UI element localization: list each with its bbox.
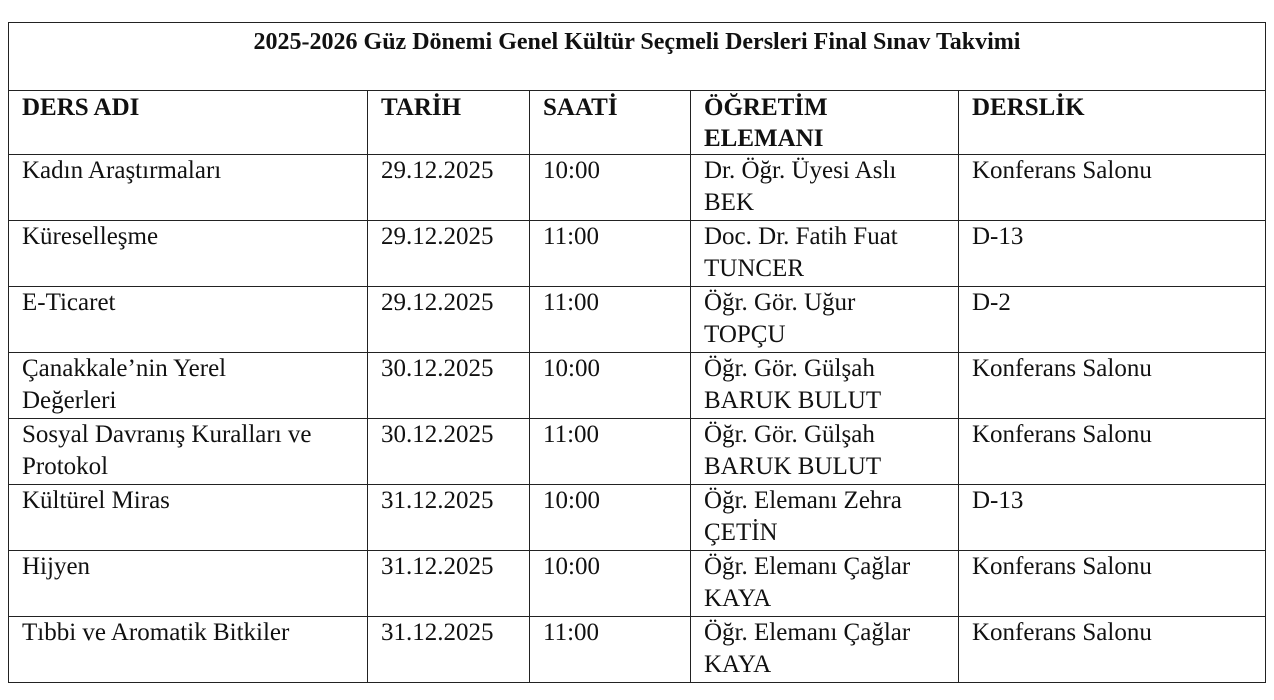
date-date: 31.12.2025 [381,487,494,514]
table-title: 2025-2026 Güz Dönemi Genel Kültür Seçmeli Dersleri Final Sınav Takvimi [253,29,1021,55]
time-time: 10:00 [543,487,600,514]
time-cell [530,221,691,287]
instructor-instructor-line1: Doc. Dr. Fatih Fuat [704,223,898,250]
time-cell [530,155,691,221]
course-cell [9,221,368,287]
course-cell [9,353,368,419]
time-time: 11:00 [543,223,600,250]
course-course-line2: Protokol [22,453,109,480]
course-course-line1: Sosyal Davranış Kuralları ve [22,421,312,448]
date-cell [368,287,530,353]
table-row [9,617,1266,683]
course-course-line1: Küreselleşme [22,223,159,250]
header-course [9,91,368,155]
time-cell [530,287,691,353]
instructor-instructor-line1: Öğr. Elemanı Çağlar [704,553,911,580]
date-cell [368,551,530,617]
time-cell [530,419,691,485]
course-cell [9,287,368,353]
time-time: 10:00 [543,553,600,580]
time-time: 11:00 [543,289,600,316]
header-date-label: TARİH [381,94,462,121]
instructor-cell [691,485,959,551]
time-time: 11:00 [543,619,600,646]
table-row [9,419,1266,485]
date-date: 31.12.2025 [381,619,494,646]
exam-schedule-table [8,22,1266,683]
header-time [530,91,691,155]
room-room: Konferans Salonu [972,619,1152,646]
course-cell [9,485,368,551]
room-cell [959,551,1266,617]
course-course-line1: E-Ticaret [22,289,116,316]
table-row [9,155,1266,221]
course-course-line1: Hijyen [22,553,91,580]
time-cell [530,551,691,617]
table-title-cell [9,23,1266,91]
date-cell [368,353,530,419]
time-cell [530,617,691,683]
header-row [9,91,1266,155]
header-date [368,91,530,155]
room-cell [959,419,1266,485]
course-course-line1: Kadın Araştırmaları [22,157,222,184]
instructor-cell [691,221,959,287]
room-cell [959,155,1266,221]
header-time-label: SAATİ [543,94,618,121]
room-room: Konferans Salonu [972,157,1152,184]
table-row [9,551,1266,617]
room-room: D-2 [972,289,1011,316]
course-cell [9,419,368,485]
instructor-instructor-line2: KAYA [704,651,772,678]
room-cell [959,221,1266,287]
date-cell [368,617,530,683]
instructor-instructor-line1: Öğr. Gör. Gülşah [704,355,875,382]
instructor-instructor-line2: TOPÇU [704,321,786,348]
date-date: 29.12.2025 [381,289,494,316]
table-row [9,287,1266,353]
instructor-cell [691,155,959,221]
instructor-instructor-line2: BARUK BULUT [704,387,882,414]
instructor-instructor-line2: TUNCER [704,255,804,282]
date-cell [368,419,530,485]
room-room: Konferans Salonu [972,355,1152,382]
instructor-instructor-line1: Dr. Öğr. Üyesi Aslı [704,157,897,184]
course-course-line1: Çanakkale’nin Yerel [22,355,227,382]
instructor-cell [691,617,959,683]
room-room: Konferans Salonu [972,553,1152,580]
header-room-label: DERSLİK [972,94,1085,121]
room-room: Konferans Salonu [972,421,1152,448]
table-row [9,485,1266,551]
course-course-line1: Tıbbi ve Aromatik Bitkiler [22,619,290,646]
title-row [9,23,1266,91]
header-instructor-label-line2: ELEMANI [704,125,824,152]
table-row [9,221,1266,287]
date-date: 30.12.2025 [381,355,494,382]
header-course-label: DERS ADI [22,94,140,121]
room-cell [959,287,1266,353]
time-cell [530,485,691,551]
time-time: 11:00 [543,421,600,448]
header-room [959,91,1266,155]
instructor-instructor-line1: Öğr. Elemanı Çağlar [704,619,911,646]
date-date: 29.12.2025 [381,157,494,184]
room-room: D-13 [972,223,1024,250]
instructor-instructor-line1: Öğr. Elemanı Zehra [704,487,902,514]
instructor-instructor-line2: KAYA [704,585,772,612]
room-room: D-13 [972,487,1024,514]
course-cell [9,155,368,221]
date-date: 30.12.2025 [381,421,494,448]
date-date: 31.12.2025 [381,553,494,580]
instructor-instructor-line2: BARUK BULUT [704,453,882,480]
time-cell [530,353,691,419]
course-cell [9,551,368,617]
instructor-cell [691,419,959,485]
time-time: 10:00 [543,157,600,184]
time-time: 10:00 [543,355,600,382]
date-date: 29.12.2025 [381,223,494,250]
course-cell [9,617,368,683]
instructor-instructor-line1: Öğr. Gör. Uğur [704,289,856,316]
room-cell [959,485,1266,551]
date-cell [368,221,530,287]
instructor-cell [691,287,959,353]
room-cell [959,617,1266,683]
instructor-cell [691,551,959,617]
instructor-instructor-line2: BEK [704,189,754,216]
table-row [9,353,1266,419]
instructor-cell [691,353,959,419]
date-cell [368,485,530,551]
header-instructor-label-line1: ÖĞRETİM [704,94,828,121]
instructor-instructor-line1: Öğr. Gör. Gülşah [704,421,875,448]
header-instructor [691,91,959,155]
room-cell [959,353,1266,419]
course-course-line1: Kültürel Miras [22,487,170,514]
instructor-instructor-line2: ÇETİN [704,519,778,546]
course-course-line2: Değerleri [22,387,117,414]
date-cell [368,155,530,221]
